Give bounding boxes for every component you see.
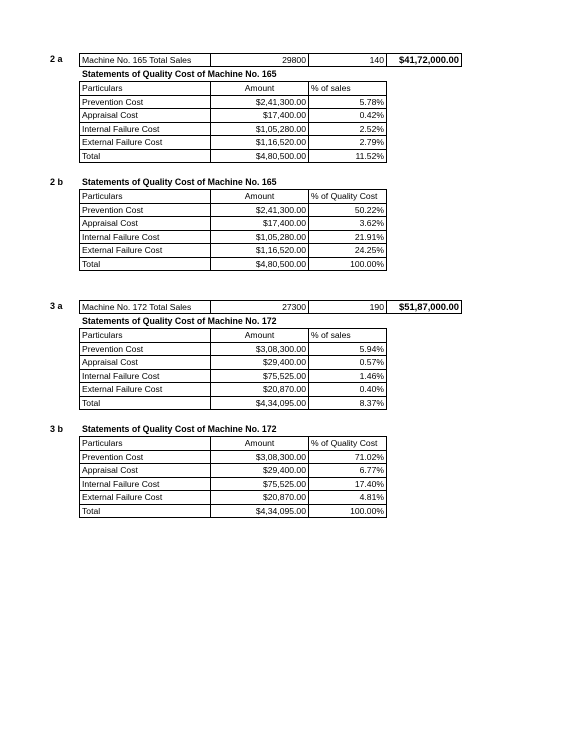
- statement-title: Statements of Quality Cost of Machine No. 172: [82, 316, 277, 326]
- col-header-amount: Amount: [211, 190, 309, 204]
- table-header-row: [80, 437, 387, 451]
- percent-cell: 6.77%: [309, 464, 387, 478]
- col-header-amount: Amount: [211, 82, 309, 96]
- amount-cell: $20,870.00: [211, 491, 309, 505]
- units-sold: 27300: [211, 301, 309, 314]
- table-row: [80, 464, 387, 478]
- particular-cell: External Failure Cost: [80, 136, 211, 150]
- quality-cost-table-3b: [79, 436, 387, 518]
- percent-cell: 21.91%: [309, 230, 387, 244]
- percent-cell: 17.40%: [309, 477, 387, 491]
- unit-price: 140: [309, 54, 387, 67]
- particular-cell: Appraisal Cost: [80, 356, 211, 370]
- amount-cell: $4,34,095.00: [211, 396, 309, 410]
- percent-cell: 3.62%: [309, 217, 387, 231]
- particular-cell: Internal Failure Cost: [80, 122, 211, 136]
- percent-cell: 0.42%: [309, 109, 387, 123]
- sales-row: [80, 54, 462, 67]
- particular-cell: Prevention Cost: [80, 450, 211, 464]
- total-sales-amount: $51,87,000.00: [387, 301, 462, 314]
- amount-cell: $29,400.00: [211, 356, 309, 370]
- table-total-row: [80, 396, 387, 410]
- table-row: [80, 95, 387, 109]
- particular-cell: Total: [80, 504, 211, 518]
- table-row: [80, 356, 387, 370]
- col-header-particulars: Particulars: [80, 82, 211, 96]
- particular-cell: Prevention Cost: [80, 342, 211, 356]
- amount-cell: $3,08,300.00: [211, 450, 309, 464]
- machine-sales-label: Machine No. 172 Total Sales: [80, 301, 211, 314]
- particular-cell: Internal Failure Cost: [80, 230, 211, 244]
- percent-cell: 4.81%: [309, 491, 387, 505]
- col-header-percent: % of Quality Cost: [309, 190, 387, 204]
- table-row: [80, 230, 387, 244]
- table-row: [80, 109, 387, 123]
- sales-summary-table-172: [79, 300, 462, 314]
- table-row: [80, 491, 387, 505]
- table-row: [80, 477, 387, 491]
- particular-cell: Appraisal Cost: [80, 464, 211, 478]
- col-header-particulars: Particulars: [80, 437, 211, 451]
- amount-cell: $1,16,520.00: [211, 244, 309, 258]
- table-header-row: [80, 329, 387, 343]
- particular-cell: External Failure Cost: [80, 491, 211, 505]
- table-row: [80, 203, 387, 217]
- table-row: [80, 450, 387, 464]
- sales-summary-table-165: [79, 53, 462, 67]
- quality-cost-table-2b: [79, 189, 387, 271]
- particular-cell: Total: [80, 149, 211, 163]
- percent-cell: 2.52%: [309, 122, 387, 136]
- particular-cell: Total: [80, 396, 211, 410]
- table-row: [80, 369, 387, 383]
- section-label-3a: 3 a: [50, 301, 63, 311]
- col-header-amount: Amount: [211, 329, 309, 343]
- percent-cell: 50.22%: [309, 203, 387, 217]
- percent-cell: 0.57%: [309, 356, 387, 370]
- quality-cost-table-2a: [79, 81, 387, 163]
- amount-cell: $3,08,300.00: [211, 342, 309, 356]
- percent-cell: 5.94%: [309, 342, 387, 356]
- table-header-row: [80, 82, 387, 96]
- particular-cell: Appraisal Cost: [80, 217, 211, 231]
- particular-cell: Appraisal Cost: [80, 109, 211, 123]
- particular-cell: Internal Failure Cost: [80, 477, 211, 491]
- col-header-particulars: Particulars: [80, 329, 211, 343]
- amount-cell: $2,41,300.00: [211, 203, 309, 217]
- statement-title: Statements of Quality Cost of Machine No. 165: [82, 69, 277, 79]
- table-total-row: [80, 504, 387, 518]
- units-sold: 29800: [211, 54, 309, 67]
- table-total-row: [80, 149, 387, 163]
- particular-cell: Internal Failure Cost: [80, 369, 211, 383]
- col-header-particulars: Particulars: [80, 190, 211, 204]
- percent-cell: 1.46%: [309, 369, 387, 383]
- col-header-percent: % of sales: [309, 82, 387, 96]
- amount-cell: $75,525.00: [211, 369, 309, 383]
- amount-cell: $1,05,280.00: [211, 122, 309, 136]
- particular-cell: External Failure Cost: [80, 383, 211, 397]
- amount-cell: $4,80,500.00: [211, 149, 309, 163]
- col-header-percent: % of Quality Cost: [309, 437, 387, 451]
- col-header-percent: % of sales: [309, 329, 387, 343]
- percent-cell: 100.00%: [309, 257, 387, 271]
- particular-cell: Prevention Cost: [80, 95, 211, 109]
- statement-title: Statements of Quality Cost of Machine No. 172: [82, 424, 277, 434]
- amount-cell: $1,05,280.00: [211, 230, 309, 244]
- particular-cell: External Failure Cost: [80, 244, 211, 258]
- percent-cell: 5.78%: [309, 95, 387, 109]
- amount-cell: $1,16,520.00: [211, 136, 309, 150]
- table-row: [80, 383, 387, 397]
- col-header-amount: Amount: [211, 437, 309, 451]
- percent-cell: 24.25%: [309, 244, 387, 258]
- percent-cell: 2.79%: [309, 136, 387, 150]
- amount-cell: $29,400.00: [211, 464, 309, 478]
- amount-cell: $2,41,300.00: [211, 95, 309, 109]
- particular-cell: Total: [80, 257, 211, 271]
- table-total-row: [80, 257, 387, 271]
- particular-cell: Prevention Cost: [80, 203, 211, 217]
- sales-row: [80, 301, 462, 314]
- amount-cell: $75,525.00: [211, 477, 309, 491]
- section-label-3b: 3 b: [50, 424, 64, 434]
- amount-cell: $4,34,095.00: [211, 504, 309, 518]
- table-row: [80, 342, 387, 356]
- quality-cost-table-3a: [79, 328, 387, 410]
- section-label-2b: 2 b: [50, 177, 64, 187]
- percent-cell: 0.40%: [309, 383, 387, 397]
- table-row: [80, 244, 387, 258]
- section-label-2a: 2 a: [50, 54, 63, 64]
- amount-cell: $17,400.00: [211, 109, 309, 123]
- amount-cell: $4,80,500.00: [211, 257, 309, 271]
- percent-cell: 11.52%: [309, 149, 387, 163]
- table-row: [80, 217, 387, 231]
- amount-cell: $17,400.00: [211, 217, 309, 231]
- percent-cell: 100.00%: [309, 504, 387, 518]
- table-header-row: [80, 190, 387, 204]
- statement-title: Statements of Quality Cost of Machine No. 165: [82, 177, 277, 187]
- amount-cell: $20,870.00: [211, 383, 309, 397]
- table-row: [80, 136, 387, 150]
- machine-sales-label: Machine No. 165 Total Sales: [80, 54, 211, 67]
- table-row: [80, 122, 387, 136]
- percent-cell: 71.02%: [309, 450, 387, 464]
- total-sales-amount: $41,72,000.00: [387, 54, 462, 67]
- unit-price: 190: [309, 301, 387, 314]
- percent-cell: 8.37%: [309, 396, 387, 410]
